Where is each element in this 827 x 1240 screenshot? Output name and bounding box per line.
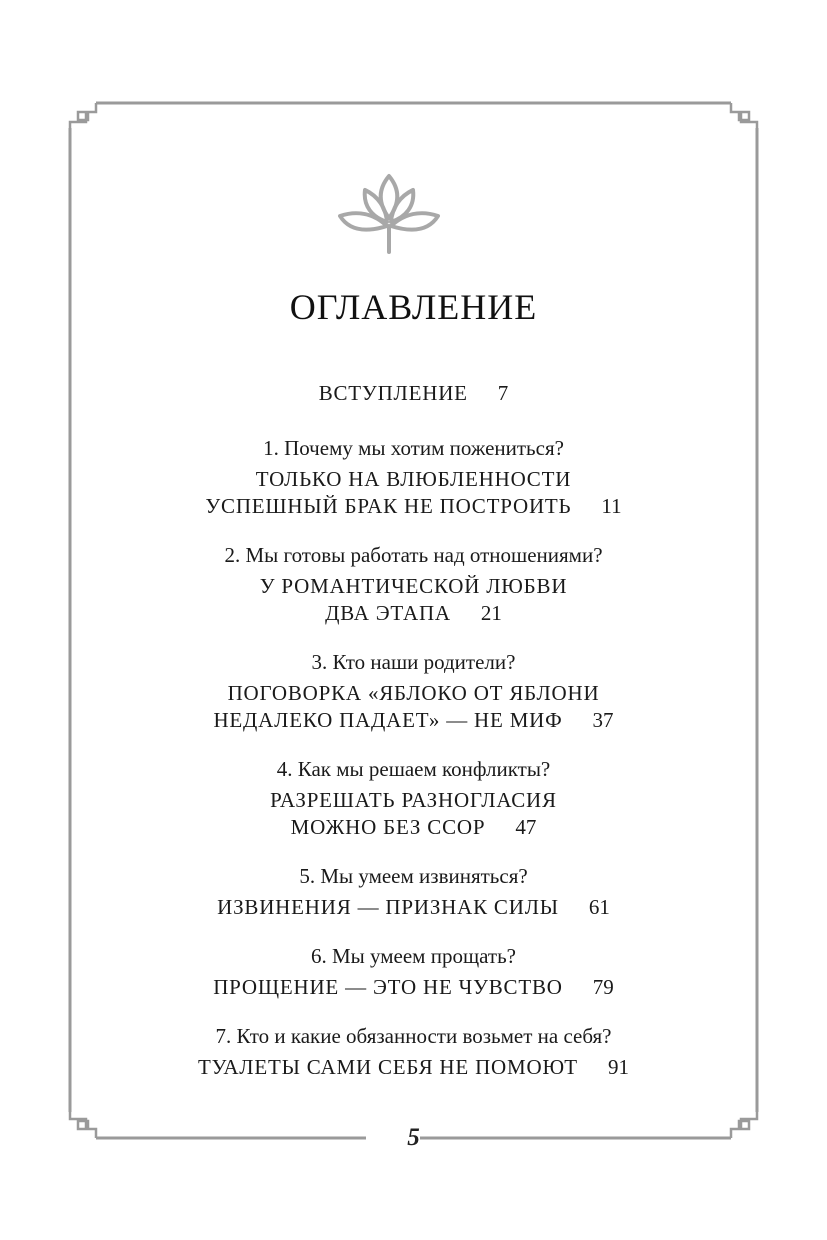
chapter-question: 4. Как мы решаем конфликты? (276, 757, 551, 781)
toc-intro-label: ВСТУПЛЕНИЕ (318, 381, 468, 405)
toc-page-number: 11 (601, 494, 622, 518)
chapter-title-line1: ИЗВИНЕНИЯ — ПРИЗНАК СИЛЫ 61 (217, 895, 610, 919)
toc-intro-entry[interactable] (0, 380, 827, 407)
toc-entry-4[interactable] (0, 756, 827, 841)
chapter-question: 5. Мы умеем извиняться? (299, 864, 528, 888)
chapter-title-line2: МОЖНО БЕЗ ССОР 47 (290, 815, 537, 839)
page-title: ОГЛАВЛЕНИЕ (289, 287, 538, 327)
chapter-question: 6. Мы умеем прощать? (311, 944, 516, 968)
toc-entry-6[interactable] (0, 943, 827, 1001)
toc-page-number: 21 (480, 601, 502, 625)
toc-page-number: 7 (497, 381, 509, 405)
toc-page-number: 79 (592, 975, 614, 999)
chapter-title-line2: УСПЕШНЫЙ БРАК НЕ ПОСТРОИТЬ 11 (205, 494, 622, 518)
chapter-question: 7. Кто и какие обязанности возьмет на себя? (215, 1024, 612, 1048)
toc-page-number: 47 (515, 815, 537, 839)
chapter-title-line1: ПРОЩЕНИЕ — ЭТО НЕ ЧУВСТВО 79 (213, 975, 614, 999)
page-number: 5 (407, 1124, 420, 1151)
chapter-question: 1. Почему мы хотим пожениться? (263, 436, 564, 460)
toc-entry-1[interactable] (0, 435, 827, 520)
chapter-title-line2: ДВА ЭТАПА 21 (325, 601, 502, 625)
toc-entry-5[interactable] (0, 863, 827, 921)
toc-entry-7[interactable] (0, 1023, 827, 1081)
toc-page-number: 37 (592, 708, 614, 732)
chapter-title-line1: РАЗРЕШАТЬ РАЗНОГЛАСИЯ (270, 788, 557, 812)
toc-entry-3[interactable] (0, 649, 827, 734)
chapter-question: 3. Кто наши родители? (311, 650, 516, 674)
toc-page-number: 91 (607, 1055, 629, 1079)
chapter-title-line1: ТУАЛЕТЫ САМИ СЕБЯ НЕ ПОМОЮТ 91 (198, 1055, 629, 1079)
chapter-title-line1: ПОГОВОРКА «ЯБЛОКО ОТ ЯБЛОНИ (227, 681, 600, 705)
chapter-title-line1: ТОЛЬКО НА ВЛЮБЛЕННОСТИ (255, 467, 572, 491)
toc-entry-2[interactable] (0, 542, 827, 627)
table-of-contents (0, 380, 827, 1103)
chapter-title-line1: У РОМАНТИЧЕСКОЙ ЛЮБВИ (259, 574, 568, 598)
toc-page-number: 61 (588, 895, 610, 919)
chapter-question: 2. Мы готовы работать над отношениями? (224, 543, 603, 567)
chapter-title-line2: НЕДАЛЕКО ПАДАЕТ» — НЕ МИФ 37 (213, 708, 614, 732)
lotus-icon (332, 170, 446, 254)
